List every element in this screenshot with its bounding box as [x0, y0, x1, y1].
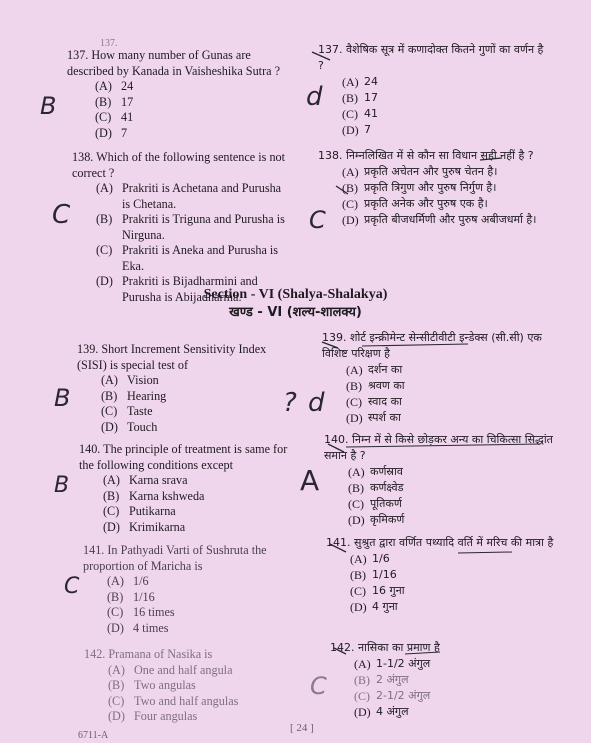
question-138-hi: 138. निम्नलिखित में से कौन सा विधान सही नहीं है ? (A) प्रकृति अचेतन और पुरुष चेतन है। (B) प्रकृति त्रिगुण और पुरुष निर्गुण है। (C) प्रकृति अनेक और पुरुष एक है। (D) प्रकृति बीजधर्मिणी और पुरुष अबीजधर्मा है।: [318, 149, 537, 227]
header-fragment: 137.: [100, 38, 118, 49]
handwritten-mark: C: [309, 206, 326, 234]
question-142-hi: 142. नासिका का प्रमाण है (A) 1-1/2 अंगुल (B) 2 अंगुल (C) 2-1/2 अंगुल (D) 4 अंगुल: [330, 641, 440, 719]
option-a: (A) 24: [95, 79, 134, 93]
footer-code: 6711-A: [78, 730, 109, 741]
handwritten-mark: d: [306, 82, 323, 112]
handwritten-mark: ?: [283, 388, 297, 418]
option-b: (B) 17: [95, 94, 134, 109]
question-139-hi: 139. शोर्ट इन्क्रीमेन्ट सेन्सीटीवीटी इन्डेक्स (सी.सी) एक विशिष्ट परिक्षण है (A) दर्शन का (B) श्रवण का (C) स्वाद का (D) स्पर्श का: [322, 331, 542, 425]
handwritten-mark: C: [64, 574, 80, 599]
option-c: (C) 41: [95, 110, 134, 124]
question-139-en: 139. Short Increment Sensitivity Index (SISI) is special test of (A) Vision (B) Hearing (C) Taste (D) Touch: [77, 342, 267, 434]
question-141-hi: 141. सुश्रुत द्वारा वर्णित पथ्यादि वर्ति में मरिच की मात्रा है (A) 1/6 (B) 1/16 (C) 16 गुना (D) 4 गुना: [326, 536, 554, 614]
section-title-hi: खण्ड - VI (शल्य-शालक्य): [229, 305, 362, 320]
handwritten-mark: B: [54, 473, 70, 498]
question-142-en: 142. Pramana of Nasika is (A) One and half angula (B) Two angulas (C) Two and half angulas (D) Four angulas: [84, 647, 239, 723]
question-137-en: 137. How many number of Gunas are described by Kanada in Vaisheshika Sutra ? (A) 24 (B) 17 (C) 41 (D) 7: [67, 48, 287, 141]
question-140-hi: 140. निम्न में से किसे छोड़कर अन्य का चिकित्सा सिद्धांत समान है ? (A) कर्णस्राव (B) कर्णक्ष्वेड (C) पूतिकर्ण (D) कृमिकर्ण: [324, 433, 553, 527]
question-140-en: 140. The principle of treatment is same for the following conditions except (A) Karna srava (B) Karna kshweda (C) Putikarna (D) Krimikarna: [79, 442, 288, 534]
question-137-hi: 137. वैशेषिक सूत्र में कणादोक्त कितने गुणों का वर्णन है ? (A) 24 (B) 17 (C) 41 (D) 7: [318, 43, 544, 137]
handwritten-mark: B: [40, 92, 57, 120]
option-d: (D) 7: [95, 125, 128, 140]
handwritten-mark: B: [54, 384, 71, 412]
section-title-en: Section - VI (Shalya-Shalakya): [203, 287, 388, 302]
question-141-en: 141. In Pathyadi Varti of Sushruta the proportion of Maricha is (A) 1/6 (B) 1/16 (C) 16 times (D) 4 times: [83, 543, 267, 635]
page-number: [ 24 ]: [290, 722, 314, 734]
handwritten-mark: d: [308, 388, 325, 418]
handwritten-mark: C: [52, 200, 71, 230]
handwritten-mark: A: [300, 464, 320, 497]
question-138-en: 138. Which of the following sentence is not correct ? (A) Prakriti is Achetana and Purusha is Chetana. (B) Prakriti is Triguna and Purusha is Nirguna. (C) Prakriti is Aneka and Purusha is Eka. (D) Prakriti is Bijadharmini and Purusha is Abijadharma.: [72, 150, 286, 304]
handwritten-mark: C: [310, 672, 327, 700]
